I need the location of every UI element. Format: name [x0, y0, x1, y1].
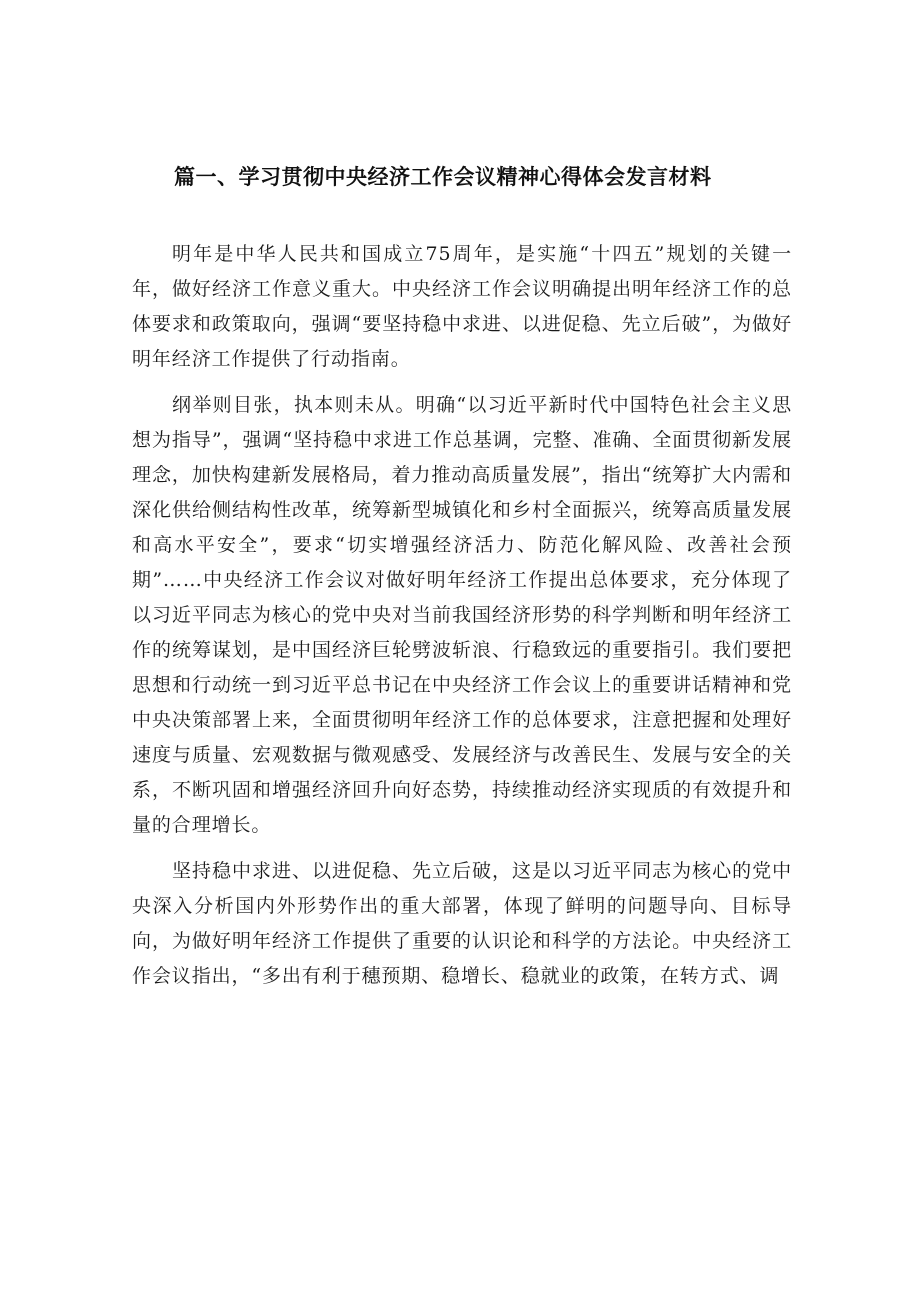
document-title: 篇一、学习贯彻中央经济工作会议精神心得体会发言材料: [174, 165, 712, 189]
paragraph-3: 坚持稳中求进、以进促稳、先立后破，这是以习近平同志为核心的党中央深入分析国内外形势作出的重大部署，体现了鲜明的问题导向、目标导向，为做好明年经济工作提供了重要的认识论和科学的方法论。中央经济工作会议指出，“多出有利于穗预期、稳增长、稳就业的政策，在转方式、调: [132, 860, 792, 987]
paragraph-2: 纲举则目张，执本则未从。明确“以习近平新时代中国特色社会主义思想为指导”，强调“坚持稳中求进工作总基调，完整、准确、全面贯彻新发展理念，加快构建新发展格局，着力推动高质量发展”，指出“统筹扩大内需和深化供给侧结构性改革，统筹新型城镇化和乡村全面振兴，统筹高质量发展和高水平安全”，要求“切实增强经济活力、防范化解风险、改善社会预期”……中央经济工作会议对做好明年经济工作提出总体要求，充分体现了以习近平同志为核心的党中央对当前我国经济形势的科学判断和明年经济工作的统筹谋划，是中国经济巨轮劈波斩浪、行稳致远的重要指引。我们要把思想和行动统一到习近平总书记在中央经济工作会议上的重要讲话精神和党中央决策部署上来，全面贯彻明年经济工作的总体要求，注意把握和处理好速度与质量、宏观数据与微观感受、发展经济与改善民生、发展与安全的关系，不断巩固和增强经济回升向好态势，持续推动经济实现质的有效提升和量的合理增长。: [132, 394, 792, 836]
paragraph-1: 明年是中华人民共和国成立75周年，是实施“十四五”规划的关键一年，做好经济工作意义重大。中央经济工作会议明确提出明年经济工作的总体要求和政策取向，强调“要坚持稳中求进、以进促稳、先立后破”，为做好明年经济工作提供了行动指南。: [132, 243, 792, 370]
document-body: [132, 237, 792, 1005]
